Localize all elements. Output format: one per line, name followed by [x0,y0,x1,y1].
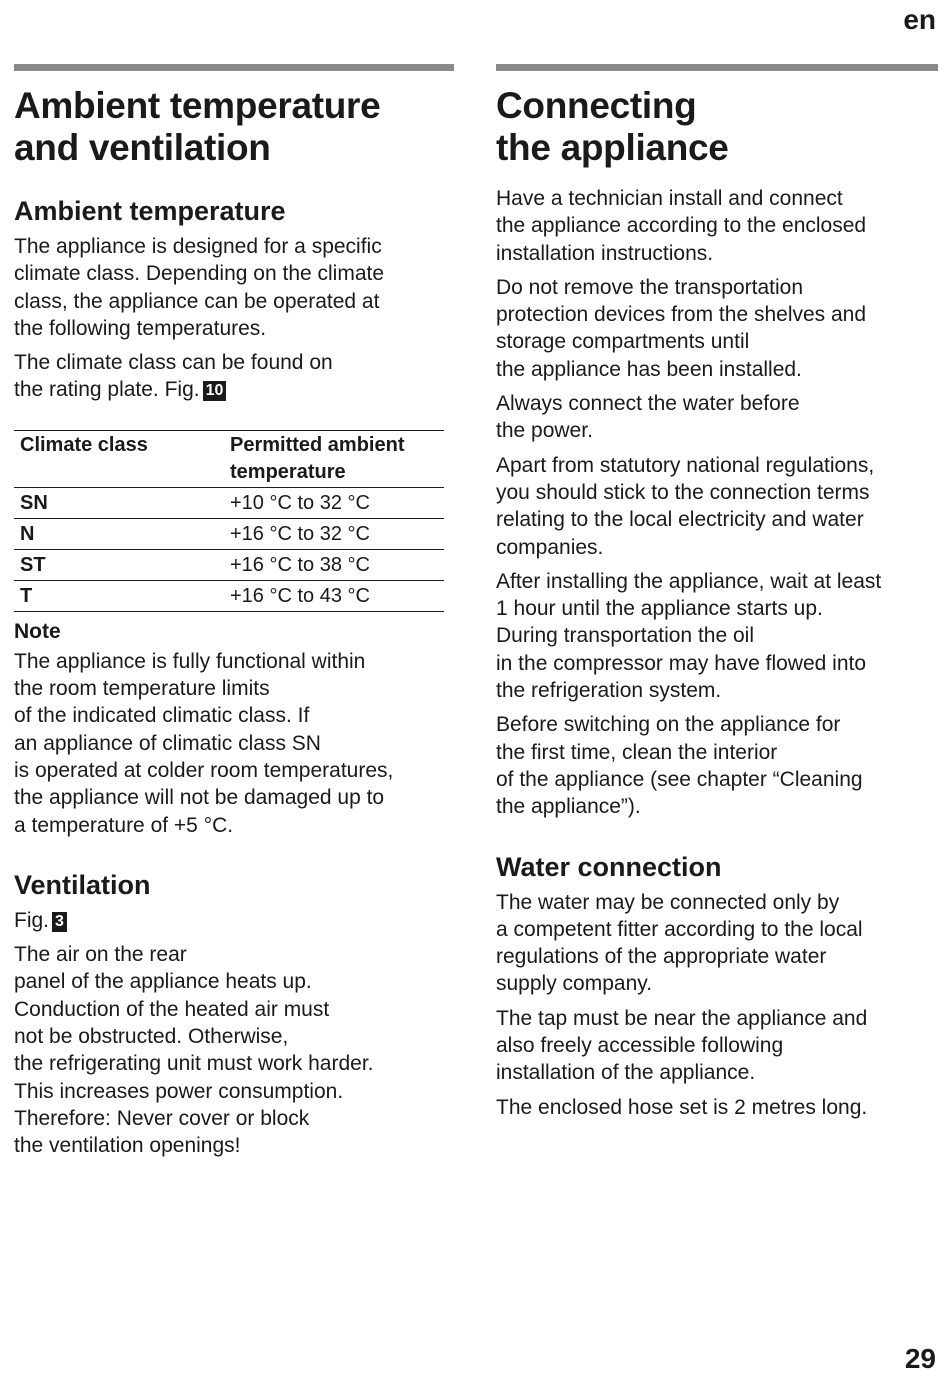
table-row [14,549,444,580]
heading-ventilation: Ventilation [14,869,151,900]
table-header-row [14,430,444,487]
section-rule [496,64,938,71]
section-title-ambient: Ambient temperature and ventilation [14,85,381,168]
heading-ambient-temperature: Ambient temperature [14,196,286,226]
ventilation-fig-label: Fig. [14,908,50,932]
heading-water-connection: Water connection [496,851,722,882]
ambient-paragraph-1: The appliance is designed for a specific climate class. Depending on the climate class, the appliance can be operated at the following temperatures. [14,235,385,340]
ambient-paragraph-2 [14,349,454,404]
page-number: 29 [904,1343,936,1374]
table-row [14,580,444,611]
table-row [14,518,444,549]
figure-badge-10: 10 [203,381,227,401]
water-paragraph-2: The tap must be near the appliance and also freely accessible following installation of the appliance. [496,1006,868,1085]
table-cell-temperature: +10 °C to 32 °C [224,487,444,518]
table-cell-class: T [14,580,224,611]
table-cell-class: N [14,518,224,549]
ventilation-text: The air on the rear panel of the appliance heats up. Conduction of the heated air must not be obstructed. Otherwise, the refrigerating unit must work harder. This increases power consumption. Therefore: Never cover or block the ventilation openings! [14,943,374,1158]
table-header-climate-class: Climate class [14,430,224,487]
table-cell-temperature: +16 °C to 43 °C [224,580,444,611]
ventilation-fig-ref [14,907,454,934]
ambient-paragraph-2-text: The climate class can be found on the rating plate. Fig. [14,351,333,402]
connect-paragraph-2: Do not remove the transportation protection devices from the shelves and storage compartments until the appliance has been installed. [496,275,867,381]
language-code: en [903,4,936,35]
section-rule [14,64,454,71]
table-row [14,487,444,518]
right-column [496,64,938,1128]
table-cell-class: SN [14,487,224,518]
table-header-permitted-temperature: Permitted ambient temperature [224,430,444,487]
note-label: Note [14,619,61,643]
connect-paragraph-6: Before switching on the appliance for the first time, clean the interior of the appliance (see chapter “Cleaning the appliance”). [496,713,863,819]
note-text: The appliance is fully functional within the room temperature limits of the indicated climatic class. If an appliance of climatic class SN is operated at colder room temperatures, the appliance will not be damaged up to a temperature of +5 °C. [14,649,394,837]
connect-paragraph-5: After installing the appliance, wait at least 1 hour until the appliance starts up. During transportation the oil in the compressor may have flowed into the refrigeration system. [496,569,882,703]
table-cell-class: ST [14,549,224,580]
table-cell-temperature: +16 °C to 38 °C [224,549,444,580]
water-paragraph-3: The enclosed hose set is 2 metres long. [496,1095,868,1119]
water-paragraph-1: The water may be connected only by a competent fitter according to the local regulations of the appropriate water supply company. [496,890,863,996]
connect-paragraph-4: Apart from statutory national regulations, you should stick to the connection terms relating to the local electricity and water companies. [496,453,875,559]
left-column [14,64,454,1167]
table-cell-temperature: +16 °C to 32 °C [224,518,444,549]
section-title-connecting: Connecting the appliance [496,85,729,168]
climate-class-table [14,430,444,612]
connect-paragraph-1: Have a technician install and connect the appliance according to the enclosed installation instructions. [496,187,867,265]
connect-paragraph-3: Always connect the water before the power. [496,392,800,443]
figure-badge-3: 3 [52,912,67,932]
